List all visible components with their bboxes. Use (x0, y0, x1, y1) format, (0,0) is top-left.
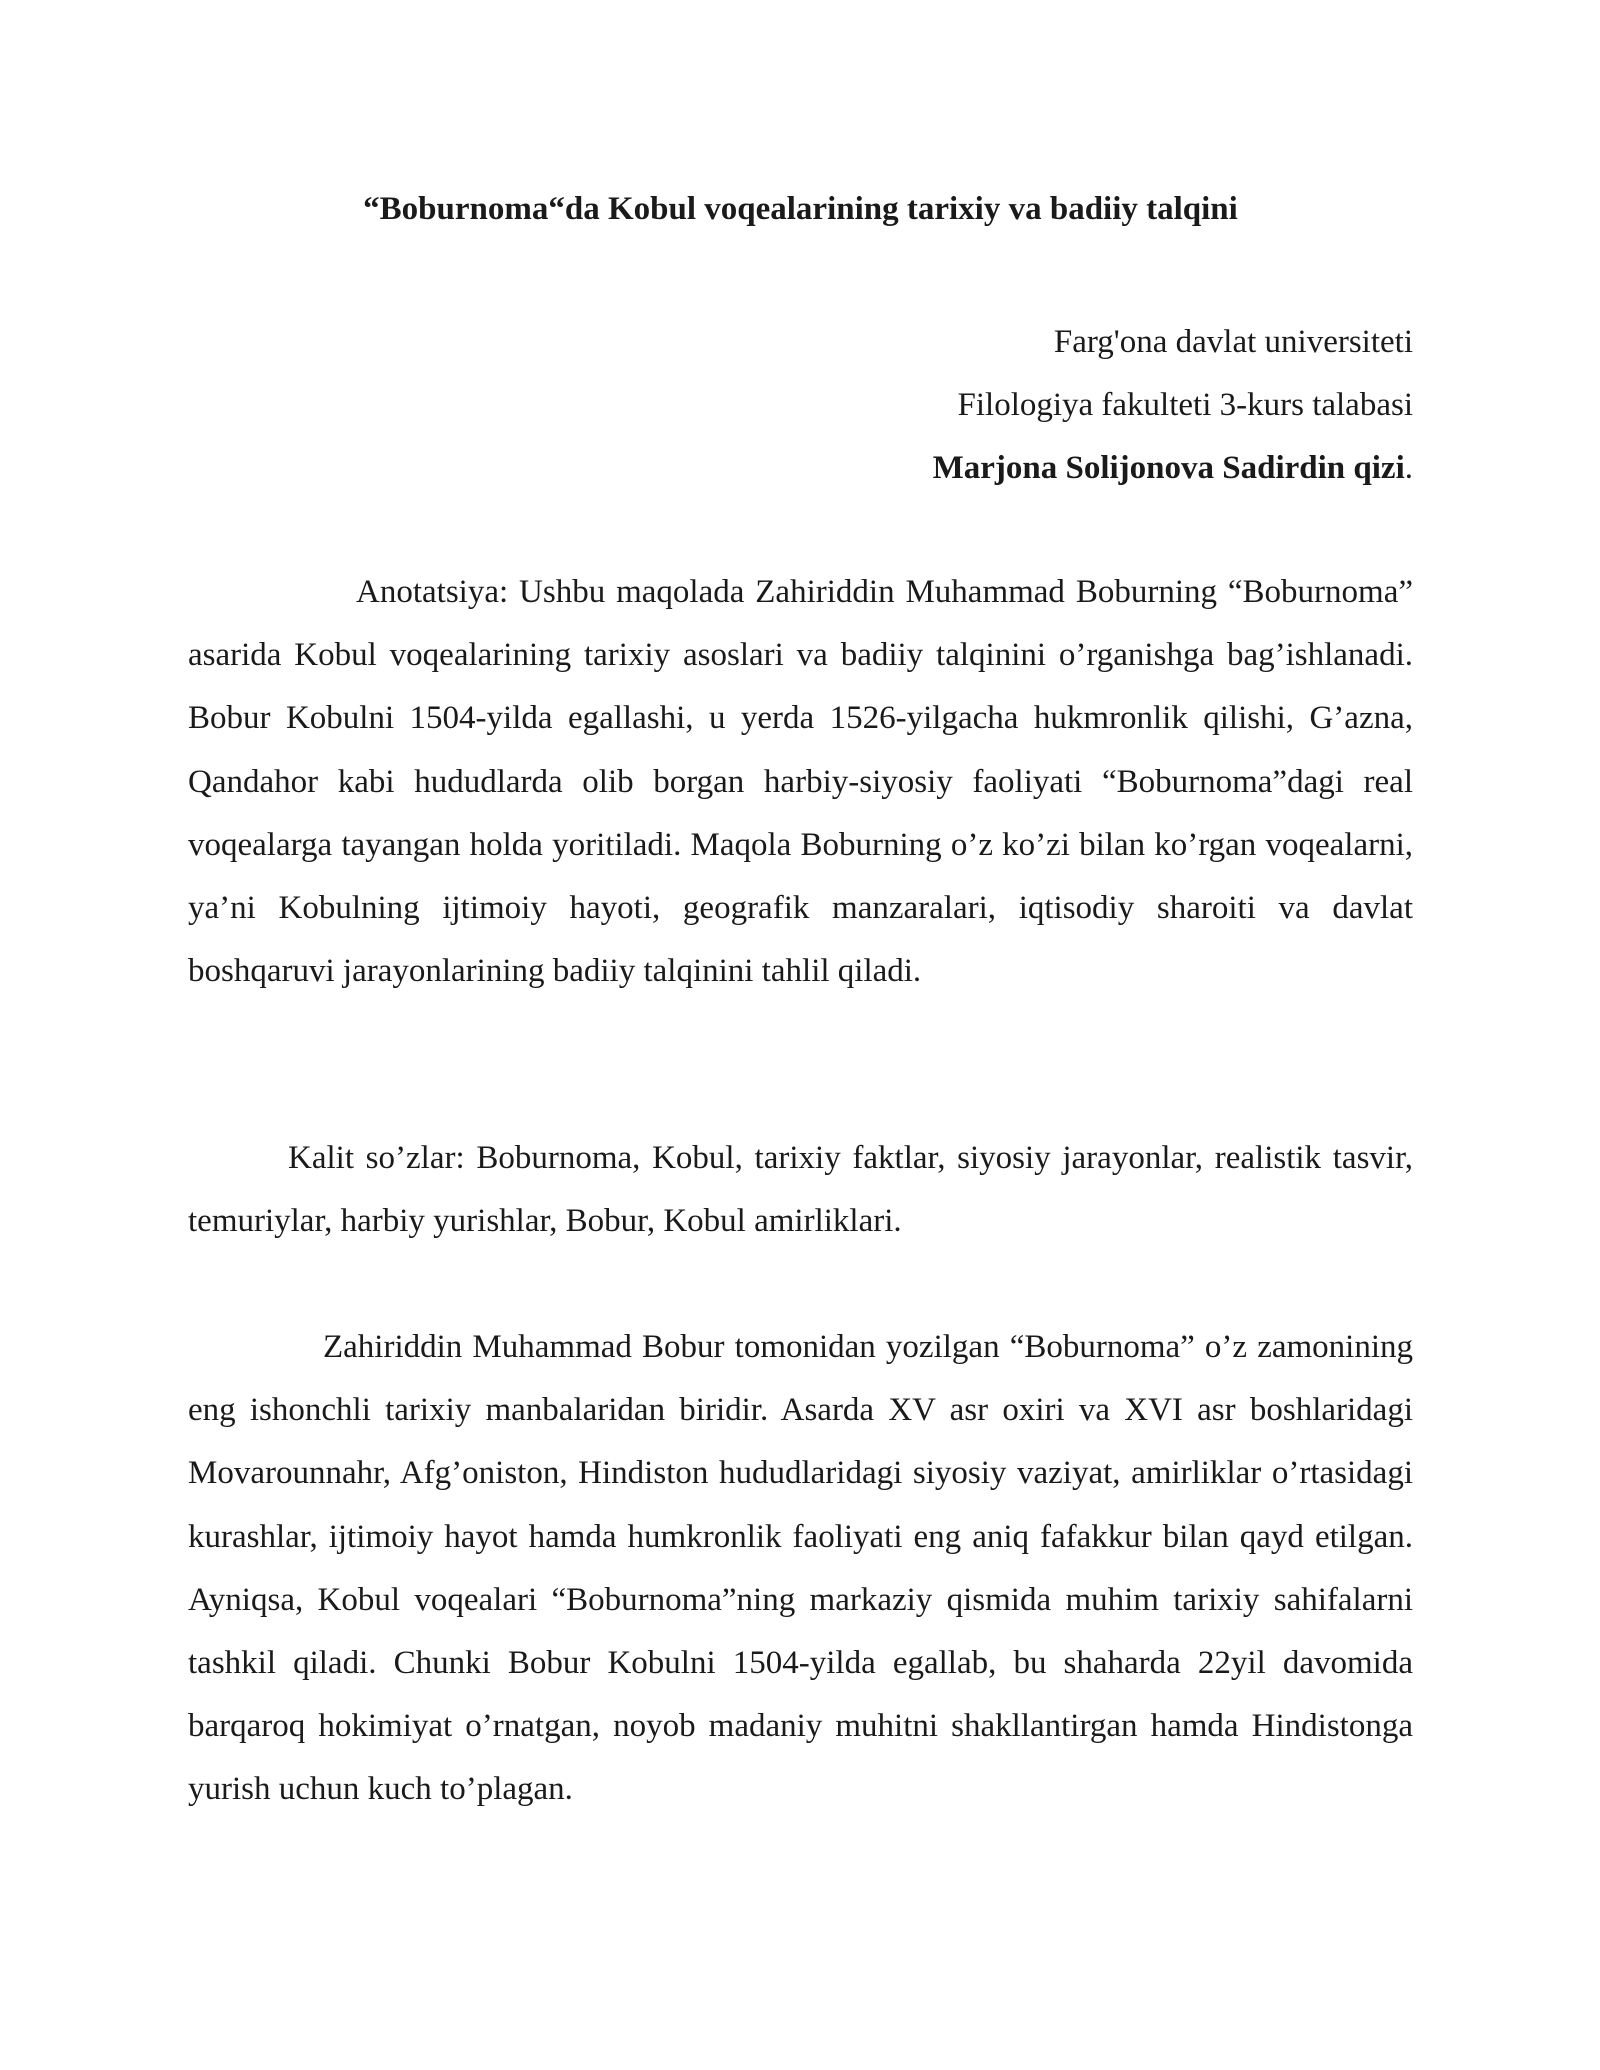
body-paragraph: Zahiriddin Muhammad Bobur tomonidan yozilgan “Boburnoma” o’z zamonining eng ishonchli tarixiy manbalaridan biridir. Asarda XV asr oxiri va XVI asr boshlaridagi Movarounnahr, Afg’oniston, Hindiston hududlaridagi siyosiy vaziyat, amirliklar o’rtasidagi kurashlar, ijtimoiy hayot hamda humkronlik faoliyati eng aniq fafakkur bilan qayd etilgan. Ayniqsa, Kobul voqealari “Boburnoma”ning markaziy qismida muhim tarixiy sahifalarni tashkil qiladi. Chunki Bobur Kobulni 1504-yilda egallab, bu shaharda 22yil davomida barqaroq hokimiyat o’rnatgan, noyob madaniy muhitni shakllantirgan hamda Hindistonga yurish uchun kuch to’plagan. (188, 1329, 1413, 1808)
author-suffix: . (1404, 450, 1413, 486)
university-name: Farg'ona davlat universiteti (1053, 324, 1413, 360)
author-name: Marjona Solijonova Sadirdin qizi (932, 450, 1405, 486)
document-title: “Boburnoma“da Kobul voqealarining tarixiy va badiiy talqini (363, 191, 1238, 227)
faculty-line: Filologiya fakulteti 3-kurs talabasi (957, 387, 1413, 423)
author-affiliation-block (188, 311, 1413, 500)
author-line (188, 437, 1413, 500)
abstract-paragraph: Anotatsiya: Ushbu maqolada Zahiriddin Muhammad Boburning “Boburnoma” asarida Kobul voqealarining tarixiy asoslari va badiiy talqinini o’rganishga bag’ishlanadi. Bobur Kobulni 1504-yilda egallashi, u yerda 1526-yilgacha hukmronlik qilishi, G’azna, Qandahor kabi hududlarda olib borgan harbiy-siyosiy faoliyati “Boburnoma”dagi real voqealarga tayangan holda yoritiladi. Maqola Boburning o’z ko’zi bilan ko’rgan voqealarni, ya’ni Kobulning ijtimoiy hayoti, geografik manzaralari, iqtisodiy sharoiti va davlat boshqaruvi jarayonlarining badiiy talqinini tahlil qiladi. (188, 574, 1413, 990)
keywords-paragraph: Kalit so’zlar: Boburnoma, Kobul, tarixiy faktlar, siyosiy jarayonlar, realistik tasvir, temuriylar, harbiy yurishlar, Bobur, Kobul amirliklari. (188, 1140, 1413, 1240)
